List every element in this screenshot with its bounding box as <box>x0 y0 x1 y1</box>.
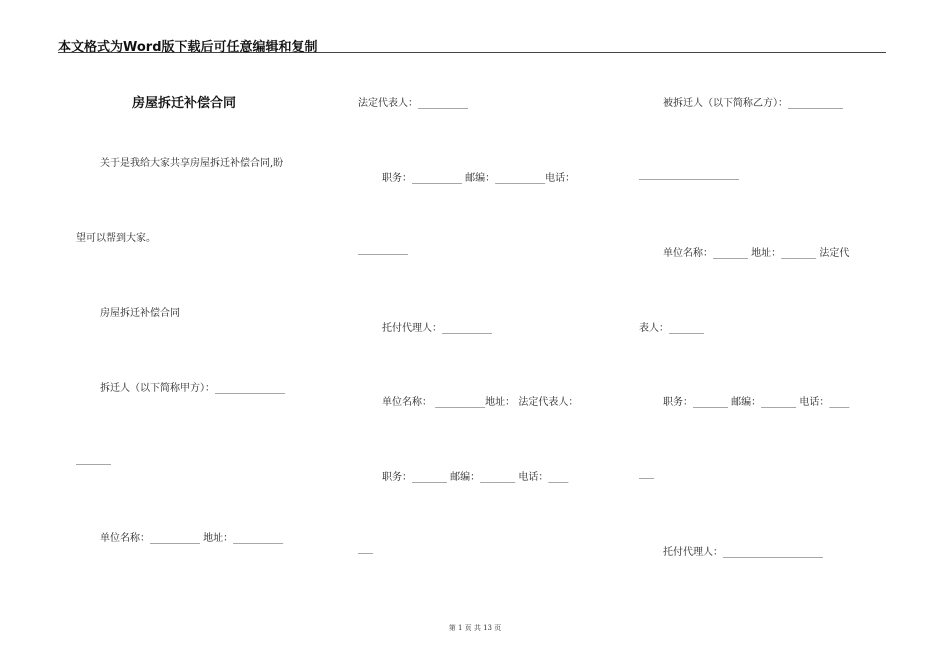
document-header: 本文格式为Word版下载后可任意编辑和复制 <box>58 40 318 55</box>
agent-unit-address-legal: 单位名称： __________地址： 法定代表人： <box>382 397 579 408</box>
document-title: 房屋拆迁补偿合同 <box>132 96 237 111</box>
party-b-duty-zip-phone: 职务：_______ 邮编：_______ 电话：____ <box>663 397 850 408</box>
party-b-legal-rep: 表人：_______ <box>639 323 704 334</box>
blank-line-2: __________ <box>358 244 408 255</box>
page-number: 第 1 页 共 13 页 <box>448 624 502 632</box>
agent-duty-zip-phone: 职务：_______ 邮编：_______ 电话：____ <box>382 472 569 483</box>
intro-line-1: 关于是我给大家共享房屋拆迁补偿合同,盼 <box>100 158 284 169</box>
party-a-line: 拆迁人（以下简称甲方）：______________ <box>100 383 285 394</box>
party-a-legal-rep: 法定代表人：__________ <box>358 98 468 109</box>
blank-line-4: ____________________ <box>639 169 739 180</box>
header-divider <box>58 52 886 53</box>
blank-line-3: ___ <box>358 543 373 554</box>
party-a-duty-zip-phone: 职务：__________ 邮编：__________电话： <box>382 173 576 184</box>
intro-line-2: 望可以帮到大家。 <box>76 233 156 244</box>
blank-line-1: _______ <box>76 454 111 465</box>
contract-subtitle: 房屋拆迁补偿合同 <box>100 308 180 319</box>
party-b-unit-address-legal: 单位名称：_______ 地址：_______ 法定代 <box>663 248 850 259</box>
party-b-agent: 托付代理人：____________________ <box>663 547 823 558</box>
party-b-line: 被拆迁人（以下简称乙方）：___________ <box>663 98 843 109</box>
party-a-agent: 托付代理人：__________ <box>382 323 492 334</box>
party-a-unit-address: 单位名称：__________ 地址：__________ <box>100 533 284 544</box>
blank-line-5: ___ <box>639 468 654 479</box>
